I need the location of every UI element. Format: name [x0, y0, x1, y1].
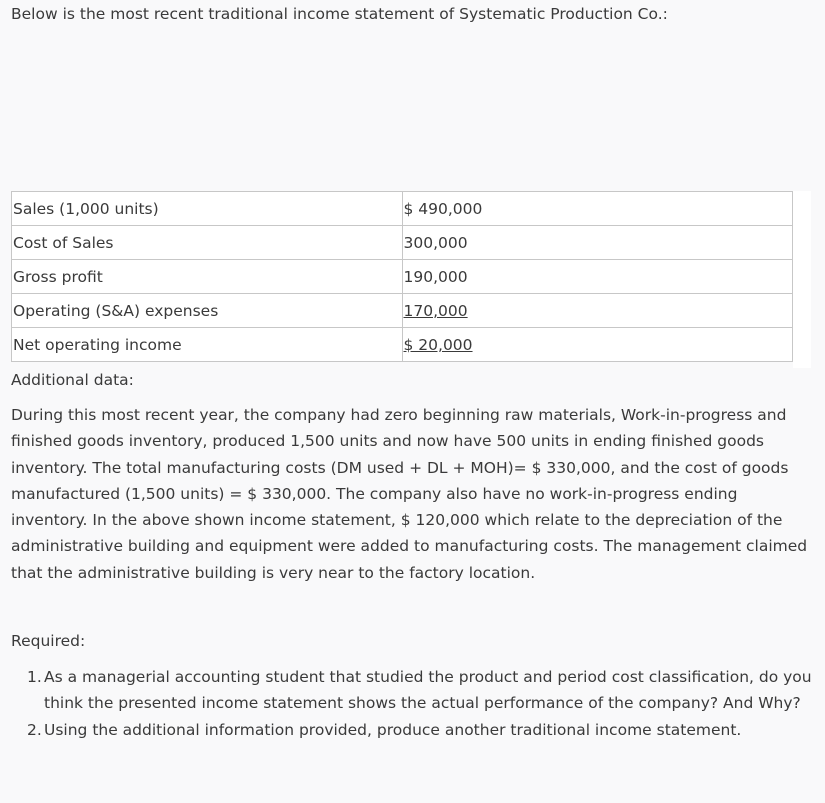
row-amount-underlined: [402, 328, 793, 362]
list-item: [27, 664, 812, 717]
additional-data-paragraph: During this most recent year, the company had zero beginning raw materials, Work-in-progress and finished goods inventory, produced 1,500 units and now have 500 units in ending finished goods inventory. The total manufacturing costs (DM used + DL + MOH)= $ 330,000, and the cost of goods manufactured (1,500 units) = $ 330,000. The company also have no work-in-progress ending inventory. In the above shown income statement, $ 120,000 which relate to the depreciation of the administrative building and equipment were added to manufacturing costs. The management claimed that the administrative building is very near to the factory location.: [11, 406, 808, 582]
table-row: [12, 226, 793, 260]
list-item-number: 1.: [27, 668, 42, 686]
table-row: [12, 294, 793, 328]
row-amount: 300,000: [402, 226, 793, 260]
row-amount-underlined: [402, 294, 793, 328]
table-edge-divider: [793, 191, 811, 368]
row-label: Operating (S&A) expenses: [12, 294, 403, 328]
row-label: Cost of Sales: [12, 226, 403, 260]
requirements-list: [27, 664, 812, 743]
income-statement-table: [11, 191, 793, 362]
table-row: [12, 260, 793, 294]
amount-value: $ 20,000: [403, 335, 473, 354]
amount-value: 170,000: [403, 301, 468, 320]
row-amount: $ 490,000: [402, 192, 793, 226]
row-label: Net operating income: [12, 328, 403, 362]
row-label: Gross profit: [12, 260, 403, 294]
row-label: Sales (1,000 units): [12, 192, 403, 226]
list-item-number: 2.: [27, 720, 42, 739]
row-amount: 190,000: [402, 260, 793, 294]
additional-data-heading: Additional data:: [11, 371, 134, 389]
list-item: [27, 717, 812, 743]
intro-text: Below is the most recent traditional income statement of Systematic Production Co.:: [11, 5, 668, 23]
required-heading: Required:: [11, 632, 86, 650]
table-row: [12, 328, 793, 362]
table-row: [12, 192, 793, 226]
list-item-text: Using the additional information provided, produce another traditional income statement.: [44, 720, 742, 739]
list-item-text: As a managerial accounting student that studied the product and period cost classification, do you think the presented income statement shows the actual performance of the company? And Why?: [44, 668, 812, 713]
